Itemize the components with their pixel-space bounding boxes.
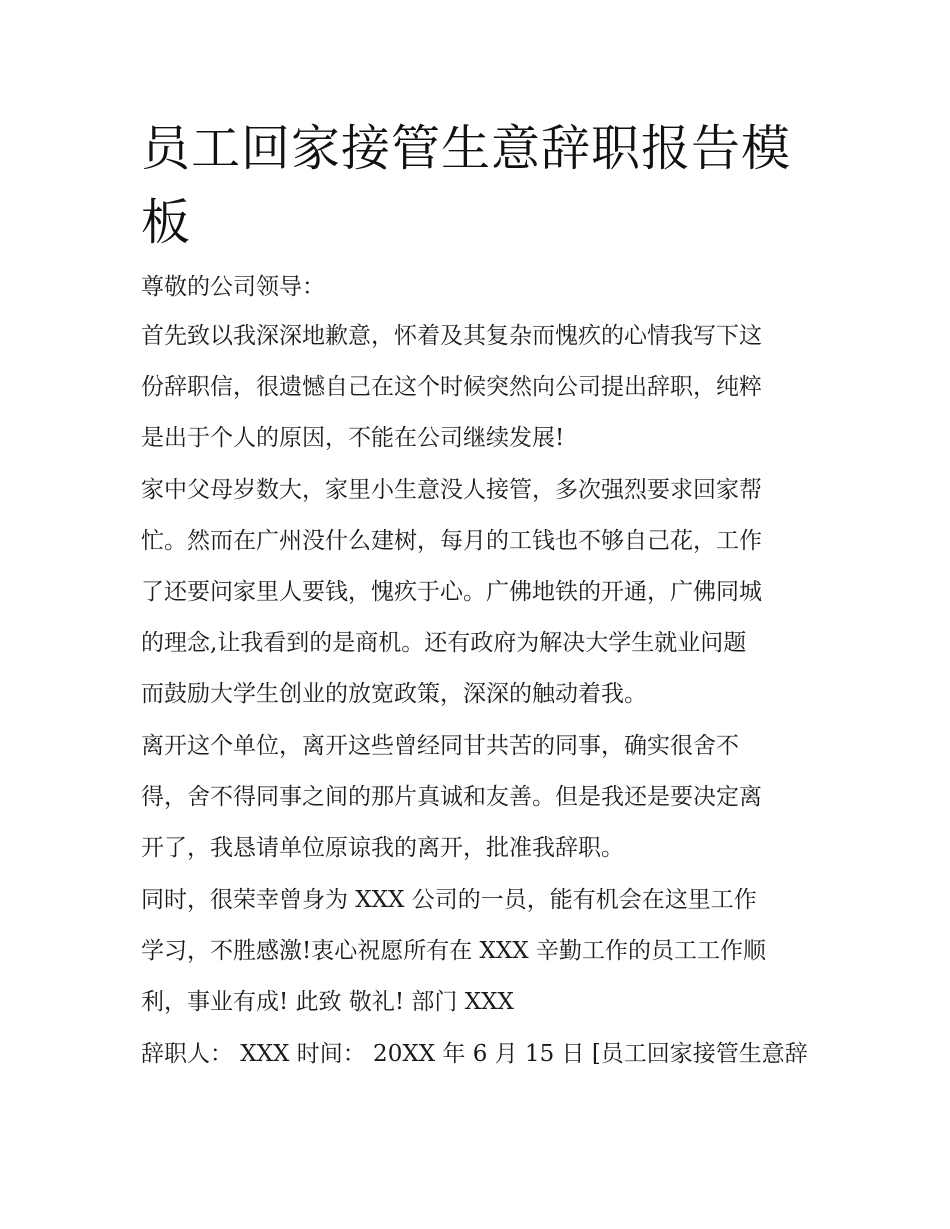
paragraph-farewell — [141, 721, 813, 874]
paragraph-line: 同时，很荣幸曾身为 XXX 公司的一员，能有机会在这里工作 — [141, 887, 757, 913]
paragraph-line: 的理念,让我看到的是商机。还有政府为解决大学生就业问题 — [141, 630, 747, 656]
paragraph-line: 份辞职信，很遗憾自己在这个时候突然向公司提出辞职，纯粹 — [141, 374, 762, 400]
signature-line — [141, 1029, 813, 1080]
paragraph-reason — [141, 465, 813, 720]
paragraph-line: 辞职人： XXX 时间： 20XX 年 6 月 15 日 [员工回家接管生意辞 — [141, 1041, 808, 1067]
paragraph-apology — [141, 311, 813, 464]
salutation: 尊敬的公司领导： — [141, 274, 325, 300]
paragraph-thanks — [141, 875, 813, 1028]
paragraph-line: 而鼓励大学生创业的放宽政策，深深的触动着我。 — [141, 681, 647, 707]
paragraph-line: 得，舍不得同事之间的那片真诚和友善。但是我还是要决定离 — [141, 784, 762, 810]
paragraph-line: 家中父母岁数大，家里小生意没人接管，多次强烈要求回家帮 — [141, 477, 762, 503]
document-page — [141, 112, 813, 1080]
paragraph-line: 是出于个人的原因，不能在公司继续发展! — [141, 425, 565, 451]
paragraph-line: 离开这个单位，离开这些曾经同甘共苦的同事，确实很舍不 — [141, 733, 739, 759]
paragraph-line: 首先致以我深深地歉意，怀着及其复杂而愧疚的心情我写下这 — [141, 323, 762, 349]
document-title: 员工回家接管生意辞职报告模板 — [141, 120, 792, 251]
paragraph-line: 利，事业有成! 此致 敬礼! 部门 XXX — [141, 989, 514, 1015]
paragraph-line: 开了，我恳请单位原谅我的离开，批准我辞职。 — [141, 835, 624, 861]
paragraph-line: 学习，不胜感激!衷心祝愿所有在 XXX 辛勤工作的员工工作顺 — [141, 938, 766, 964]
paragraph-line: 忙。然而在广州没什么建树，每月的工钱也不够自己花，工作 — [141, 528, 762, 554]
paragraph-line: 了还要问家里人要钱，愧疚于心。广佛地铁的开通，广佛同城 — [141, 579, 762, 605]
